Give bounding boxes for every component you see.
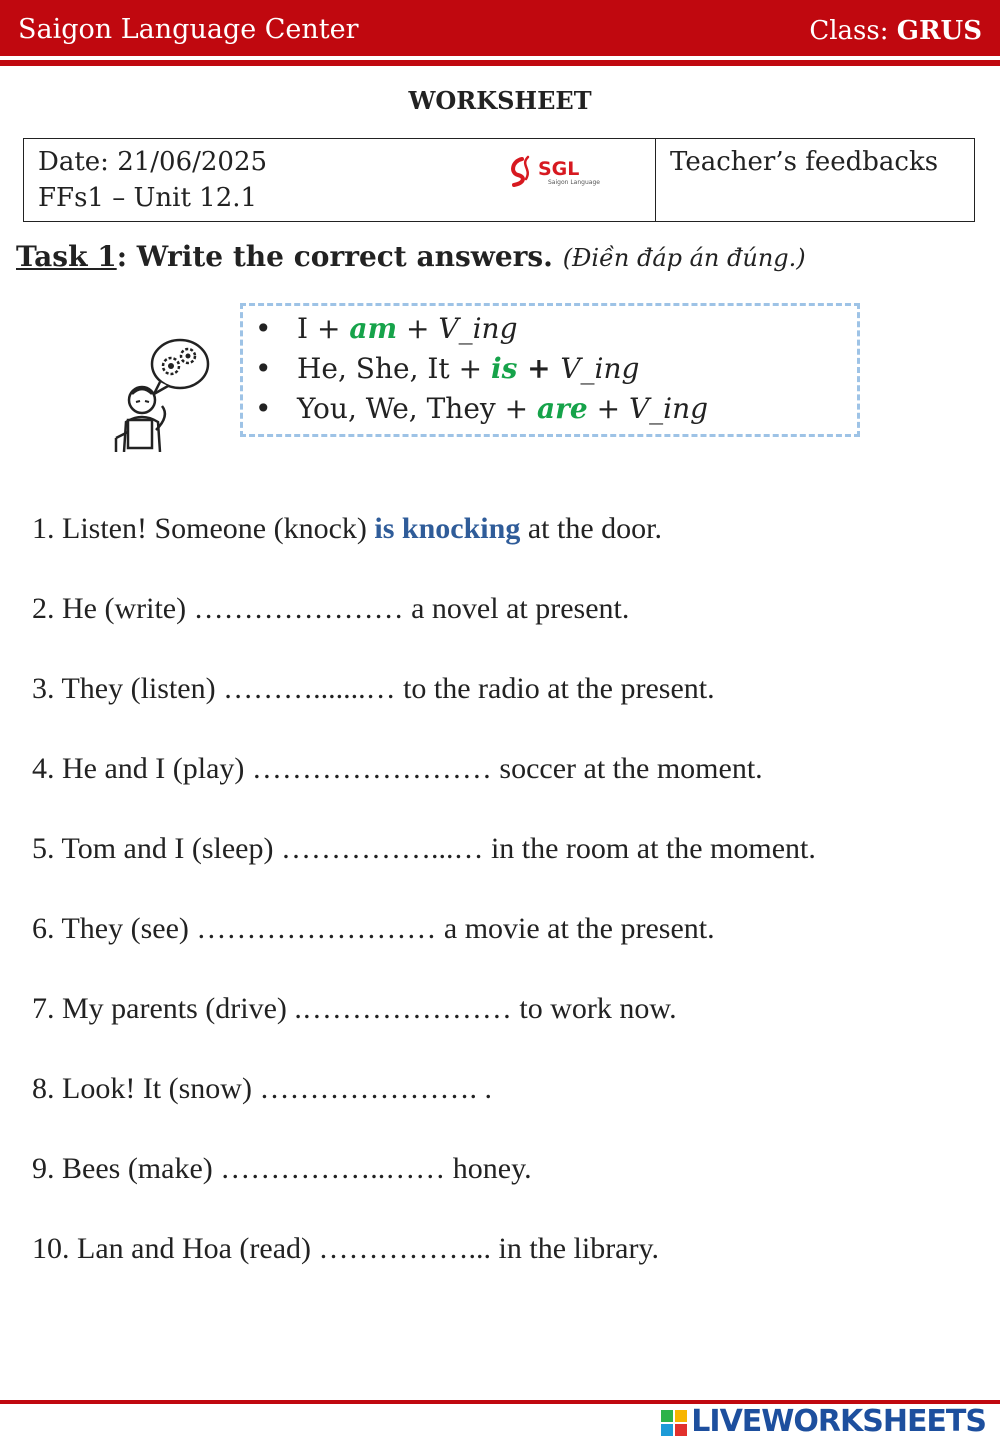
unit-text: FFs1 – Unit 12.1 — [38, 183, 258, 213]
rule-plus: + — [397, 312, 439, 345]
info-divider — [655, 139, 656, 221]
question-10 — [32, 1232, 659, 1266]
task-heading — [16, 240, 806, 273]
question-7 — [32, 992, 677, 1026]
liveworksheets-logo-icon — [661, 1410, 687, 1436]
sgl-logo-icon — [508, 151, 608, 191]
question-1 — [32, 512, 662, 546]
rule-subject: I + — [297, 312, 350, 345]
question-5 — [32, 832, 816, 866]
class-value: GRUS — [896, 16, 982, 46]
teacher-feedback-label: Teacher’s feedbacks — [670, 147, 939, 177]
rule-plus: + — [587, 392, 629, 425]
rule-verb: is — [490, 352, 518, 385]
question-text: 7. My parents (drive) .………………… to work now. — [32, 992, 677, 1025]
header-divider — [0, 60, 1000, 66]
center-name: Saigon Language Center — [18, 14, 359, 45]
question-text: 10. Lan and Hoa (read) ……………... in the library. — [32, 1232, 660, 1265]
class-prefix: Class: — [809, 16, 897, 46]
date-text: Date: 21/06/2025 — [38, 147, 268, 177]
question-text: 2. He (write) ………………… a novel at present. — [32, 592, 630, 625]
question-9 — [32, 1152, 532, 1186]
rule-verb: are — [536, 392, 588, 425]
bullet-icon: • — [255, 392, 272, 425]
bullet-icon: • — [255, 352, 272, 385]
rule-verb: am — [349, 312, 398, 345]
task-translation: (Điền đáp án đúng.) — [562, 244, 806, 272]
question-4 — [32, 752, 763, 786]
logo-text: SGL — [538, 158, 580, 180]
rule-plus: + — [517, 352, 561, 385]
rule-form: V_ing — [560, 352, 640, 385]
header-bar — [0, 0, 1000, 56]
rule-subject: You, We, They + — [297, 392, 537, 425]
question-text: 8. Look! It (snow) …………………. . — [32, 1072, 492, 1105]
question-2 — [32, 592, 629, 626]
question-6 — [32, 912, 715, 946]
answer-field[interactable]: is knocking — [374, 512, 521, 545]
question-3 — [32, 672, 715, 706]
class-label — [809, 16, 982, 46]
rule-subject: He, She, It + — [297, 352, 491, 385]
worksheet-title: WORKSHEET — [408, 86, 592, 115]
rule-item — [255, 312, 518, 345]
info-box — [23, 138, 975, 222]
question-text: 9. Bees (make) ……………..…… honey. — [32, 1152, 532, 1185]
question-text: 4. He and I (play) …………………… soccer at the moment. — [32, 752, 763, 785]
question-text: 3. They (listen) ……….......… to the radio at the present. — [32, 672, 715, 705]
liveworksheets-brand[interactable] — [661, 1404, 986, 1439]
question-text-end: at the door. — [520, 512, 662, 545]
bullet-icon: • — [255, 312, 272, 345]
rule-form: V_ing — [628, 392, 709, 425]
question-8 — [32, 1072, 492, 1106]
rule-item — [255, 392, 708, 425]
question-text: 1. Listen! Someone (knock) — [32, 512, 375, 545]
rule-item — [255, 352, 639, 385]
task-label: Task 1 — [16, 240, 117, 273]
task-instruction: : Write the correct answers. — [116, 240, 553, 273]
logo-subtext: Saigon Language — [548, 179, 600, 186]
grammar-rule-box — [240, 303, 860, 437]
thinking-person-icon — [108, 334, 212, 452]
question-text: 5. Tom and I (sleep) ……………...… in the room at the moment. — [32, 832, 816, 865]
question-text: 6. They (see) …………………… a movie at the present. — [32, 912, 715, 945]
rule-form: V_ing — [438, 312, 518, 345]
liveworksheets-text: LIVEWORKSHEETS — [691, 1404, 986, 1439]
